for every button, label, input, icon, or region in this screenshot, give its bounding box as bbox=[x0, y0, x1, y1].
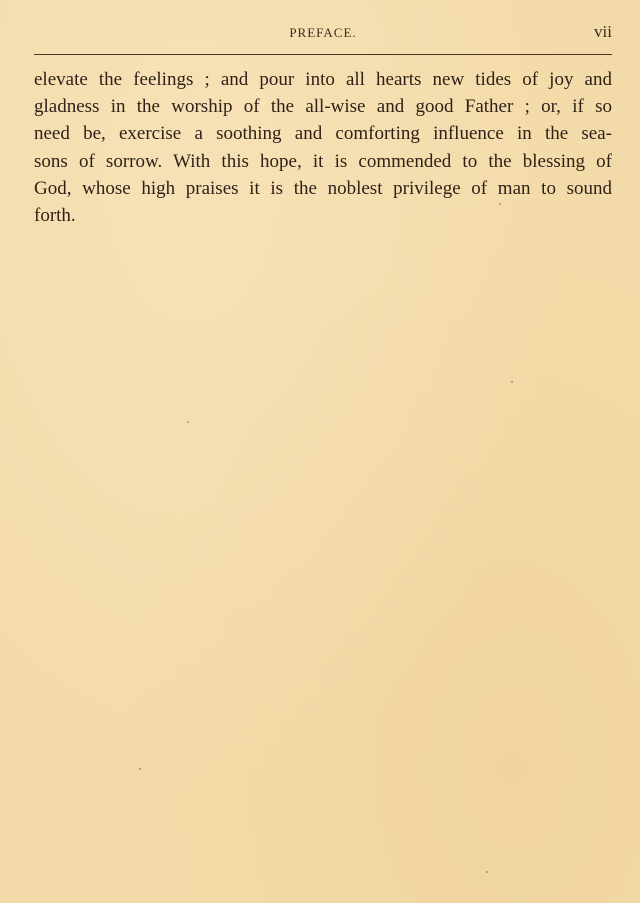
paper-speck bbox=[187, 421, 189, 423]
page-number: vii bbox=[594, 22, 612, 41]
header-rule bbox=[34, 54, 612, 55]
preface-paragraph bbox=[34, 66, 612, 229]
paper-speck bbox=[511, 381, 513, 383]
text-line: sons of sorrow. With this hope, it is commended to the blessing of bbox=[34, 150, 612, 172]
paper-speck bbox=[139, 768, 141, 770]
text-line: elevate the feelings ; and pour into all hearts new tides of joy and bbox=[34, 69, 612, 90]
running-head bbox=[34, 22, 612, 46]
paper-speck bbox=[499, 203, 501, 205]
text-line: need be, exercise a soothing and comforting influence in the sea- bbox=[34, 123, 612, 145]
text-line: forth. bbox=[34, 204, 76, 226]
text-line: God, whose high praises it is the noblest privilege of man to sound bbox=[34, 177, 612, 199]
text-line: gladness in the worship of the all-wise and good Father ; or, if so bbox=[34, 96, 612, 118]
paper-speck bbox=[486, 871, 488, 873]
running-title: PREFACE. bbox=[289, 25, 357, 40]
